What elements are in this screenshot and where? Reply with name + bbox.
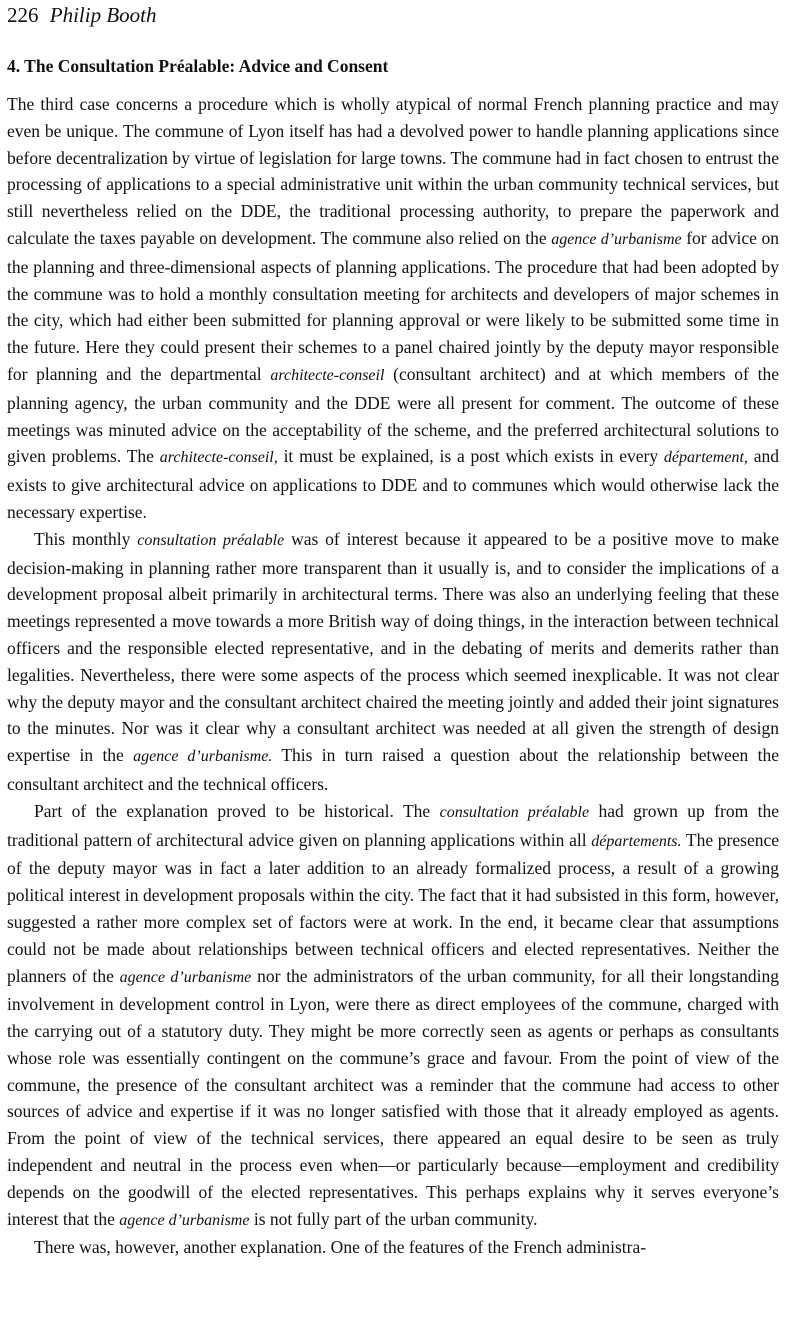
paragraph — [7, 798, 779, 1235]
running-head — [7, 2, 157, 28]
italic-term: consultation préalable — [439, 803, 590, 821]
paragraph — [7, 526, 779, 798]
italic-term: agence d’urbanisme — [119, 1211, 250, 1229]
text-run: This in turn raised a question about the relationship between the consultant architect and the technical officers. — [7, 745, 780, 794]
running-head-author: Philip Booth — [49, 3, 157, 27]
text-run: nor the administrators of the urban community, for all their longstanding involvement in development control in Lyon, were there as direct employees of the commune, charged with the carrying out of a statutory duty. They might be more correctly seen as agents or perhaps as consultants whose role was essentially contingent on the commune’s grace and favour. From the point of view of the commune, the presence of the consultant architect was a reminder that the commune had access to other sources of advice and expertise if it was no longer satisfied with those that it already employed as agents. From the point of view of the technical services, there appeared an equal desire to be seen as truly independent and neutral in the process even when—or particularly because—employment and credibility depends on the goodwill of the elected representatives. This perhaps explains why it serves everyone’s interest that the — [7, 965, 780, 1229]
text-run: There was, however, another explanation. One of the features of the French administra- — [34, 1237, 647, 1258]
paragraph — [7, 91, 779, 526]
text-run: is not fully part of the urban community. — [249, 1208, 538, 1229]
text-run: The third case concerns a procedure which is wholly atypical of normal French planning practice and may even be unique. The commune of Lyon itself has had a devolved power to handle planning applications since before decentralization by virtue of legislation for large towns. The commune had in fact chosen to entrust the processing of applications to a special administrative unit within the urban community technical services, but still nevertheless relied on the DDE, the traditional processing authority, to prepare the paperwork and calculate the taxes payable on development. The commune also relied on the — [7, 94, 779, 248]
italic-term: département, — [663, 449, 748, 467]
italic-term: agence d’urbanisme — [119, 968, 252, 986]
text-run: and exists to give architectural advice on applications to DDE and to communes which would otherwise lack the necessary expertise. — [7, 446, 779, 522]
text-run: for advice on the planning and three-dimensional aspects of planning applications. The procedure that had been adopted by the commune was to hold a monthly consultation meeting for architects and developers of major schemes in the city, which had either been submitted for planning approval or were likely to be submitted some time in the future. Here they could present their schemes to a panel chaired jointly by the deputy mayor responsible for planning and the departmental — [7, 227, 779, 384]
text-run: it must be explained, is a post which exists in every — [277, 446, 664, 467]
text-run: was of interest because it appeared to be a positive move to make decision-making in planning rather more transparent than it usually is, and to consider the implications of a development proposal albeit primarily in architectural terms. There was also an underlying feeling that these meetings represented a move towards a more British way of doing things, in the interaction between technical officers and the responsible elected representative, and in the debating of merits and demerits rather than legalities. Nevertheless, there were some aspects of the process which seemed inexplicable. It was not clear why the deputy mayor and the consultant architect chaired the meeting jointly and added their joint signatures to the minutes. Nor was it clear why a consultant architect was needed at all given the strength of design expertise in the — [7, 528, 779, 766]
text-run: had grown up from the traditional pattern of architectural advice given on planning applications within all — [7, 800, 779, 850]
text-run: This monthly — [34, 528, 138, 549]
text-run: Part of the explanation proved to be historical. The — [34, 800, 440, 821]
italic-term: agence d’urbanisme — [551, 230, 682, 248]
paragraph — [7, 1234, 779, 1261]
text-run: (consultant architect) and at which members of the planning agency, the urban community and the DDE were all present for comment. The outcome of these meetings was minuted advice on the acceptability of the scheme, and the preferred architectural solutions to given problems. The — [7, 363, 779, 467]
italic-term: consultation préalable — [137, 531, 285, 549]
italic-term: départements. — [591, 832, 682, 850]
text-run: The presence of the deputy mayor was in fact a later addition to an already formalized process, a result of a growing political interest in development proposals within the city. The fact that it had subsisted in this form, however, suggested a rather more complex set of factors were at work. In the end, it became clear that assumptions could not be made about relationships between technical officers and elected representatives. Neither the planners of the — [7, 829, 779, 986]
page-number: 226 — [7, 3, 39, 27]
italic-term: architecte-conseil — [270, 366, 385, 384]
italic-term: agence d’urbanisme. — [133, 748, 273, 766]
italic-term: architecte-conseil, — [159, 449, 278, 467]
section-heading: 4. The Consultation Préalable: Advice and Consent — [7, 56, 389, 76]
body-text — [7, 91, 779, 1261]
